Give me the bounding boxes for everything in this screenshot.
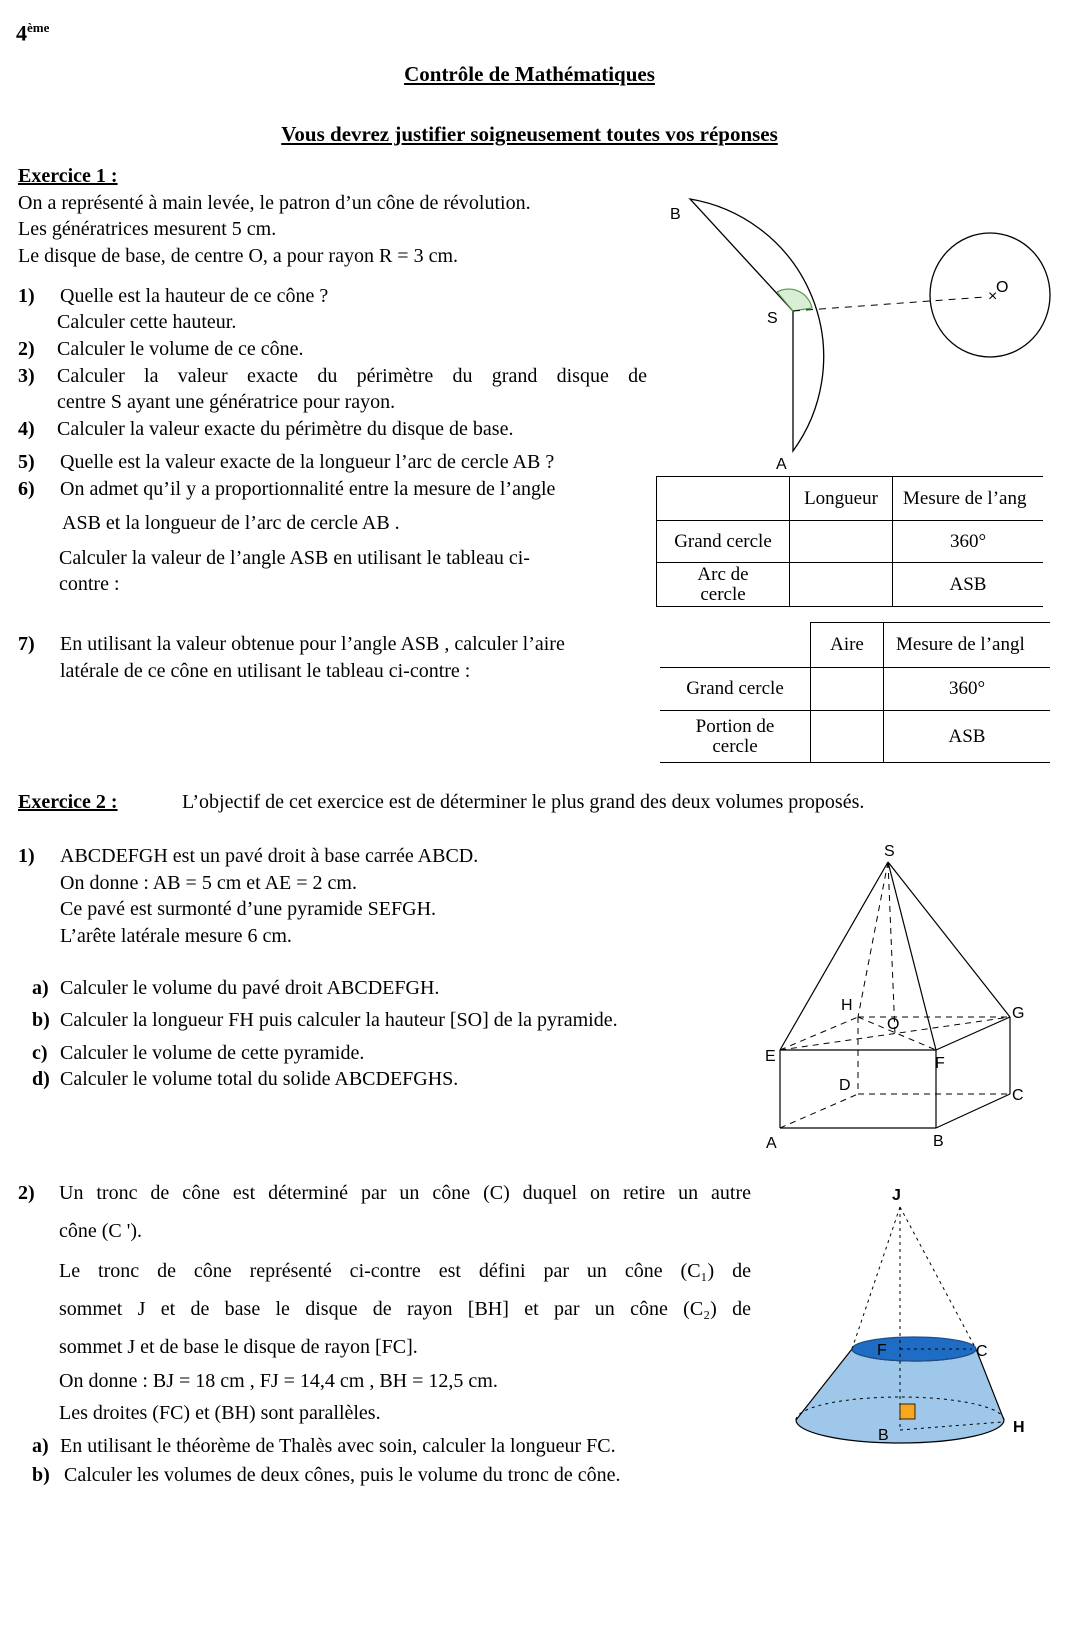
table2-cell-angle: 360° — [884, 668, 1051, 711]
label-point-j: J — [892, 1187, 901, 1204]
ex1-q6-number: 6) — [18, 478, 35, 500]
label-point-a: A — [766, 1135, 777, 1152]
ex2-q1a-text: Calculer le volume du pavé droit ABCDEFGH. — [60, 977, 440, 999]
ex1-q6-text-2: ASB et la longueur de l’arc de cercle AB . — [62, 512, 400, 534]
grade-label: 4ème — [16, 20, 50, 46]
label-point-b: B — [670, 206, 681, 223]
ex2-q1b-letter: b) — [32, 1009, 50, 1031]
label-point-b: B — [878, 1427, 889, 1444]
ex2-q1d-letter: d) — [32, 1068, 50, 1090]
ex2-q2b-text: Calculer les volumes de deux cônes, puis le volume du tronc de cône. — [64, 1464, 621, 1486]
ex1-q4-number: 4) — [18, 418, 35, 440]
ex2-part2-line: Les droites (FC) et (BH) sont parallèles. — [59, 1402, 381, 1424]
label-point-h: H — [841, 997, 853, 1014]
label-point-s: S — [884, 843, 895, 860]
cone-generatrix-left — [852, 1207, 900, 1349]
ex1-q4-text: Calculer la valeur exacte du périmètre du disque de base. — [57, 418, 514, 440]
label-point-f: F — [877, 1342, 887, 1359]
page-title: Contrôle de Mathématiques — [404, 62, 655, 86]
label-point-e: E — [765, 1048, 776, 1065]
table1-cell-angle: ASB — [893, 563, 1044, 607]
page-subtitle: Vous devrez justifier soigneusement toutes vos réponses — [281, 122, 778, 146]
ex2-part1-line: On donne : AB = 5 cm et AE = 2 cm. — [60, 872, 357, 894]
ex2-part2-line: sommet J et de base le disque de rayon [FC]. — [59, 1336, 418, 1358]
ex2-part1-line: ABCDEFGH est un pavé droit à base carrée ABCD. — [60, 845, 479, 867]
ex1-q7-text: En utilisant la valeur obtenue pour l’angle ASB , calculer l’aire — [60, 633, 565, 655]
ex2-q1d-text: Calculer le volume total du solide ABCDEFGHS. — [60, 1068, 459, 1090]
ex1-q6-text-4: contre : — [59, 573, 120, 595]
ex1-q3-text: Calculer la valeur exacte du périmètre du grand disque de — [57, 365, 647, 387]
table2-cell-angle: ASB — [884, 711, 1051, 763]
ex2-part2-line: Le tronc de cône représenté ci-contre est défini par un cône (C₁) de — [59, 1260, 751, 1282]
ex1-q1-number: 1) — [18, 285, 35, 307]
label-point-o: O — [996, 279, 1009, 296]
label-point-f: F — [935, 1055, 945, 1072]
ex2-part2-line: sommet J et de base le disque de rayon [BH] et par un cône (C₂) de — [59, 1298, 751, 1320]
ex2-q1b-text: Calculer la longueur FH puis calculer la hauteur [SO] de la pyramide. — [60, 1009, 618, 1031]
label-point-o: O — [887, 1016, 900, 1033]
ex2-q2b-letter: b) — [32, 1464, 50, 1486]
ex1-q7-number: 7) — [18, 633, 35, 655]
ex1-q6-text: On admet qu’il y a proportionnalité entre la mesure de l’angle — [60, 478, 556, 500]
ex1-q7-text-2: latérale de ce cône en utilisant le tableau ci-contre : — [60, 660, 471, 682]
label-point-c: C — [1012, 1087, 1024, 1104]
ex2-part2-line: On donne : BJ = 18 cm , FJ = 14,4 cm , BH = 12,5 cm. — [59, 1370, 498, 1392]
table2-header-angle: Mesure de l’angl — [884, 623, 1051, 668]
label-point-b: B — [933, 1133, 944, 1150]
table2-row-label: Grand cercle — [660, 668, 811, 711]
ex2-q1c-text: Calculer le volume de cette pyramide. — [60, 1042, 365, 1064]
ex1-intro-line: On a représenté à main levée, le patron d’un cône de révolution. — [18, 192, 531, 214]
ex1-q3-text-2: centre S ayant une génératrice pour rayon. — [57, 391, 396, 413]
ex2-title: Exercice 2 : — [18, 791, 118, 813]
ex2-objective: L’objectif de cet exercice est de déterminer le plus grand des deux volumes proposés. — [182, 791, 865, 813]
ex1-q6-text-3: Calculer la valeur de l’angle ASB en utilisant le tableau ci- — [59, 547, 530, 569]
table1-header-length: Longueur — [790, 477, 893, 521]
label-point-c: C — [976, 1343, 988, 1360]
ex2-q1c-letter: c) — [32, 1042, 48, 1064]
table1-row-label: Grand cercle — [657, 521, 790, 563]
ex1-q2-number: 2) — [18, 338, 35, 360]
ex1-q3-number: 3) — [18, 365, 35, 387]
label-point-h: H — [1013, 1419, 1025, 1436]
label-point-a: A — [776, 456, 787, 473]
ex2-part1-line: L’arête latérale mesure 6 cm. — [60, 925, 292, 947]
label-point-d: D — [839, 1077, 851, 1094]
grade-superscript: ème — [27, 20, 50, 35]
ex1-intro-line: Le disque de base, de centre O, a pour rayon R = 3 cm. — [18, 245, 459, 267]
table1-header-angle: Mesure de l’ang — [893, 477, 1044, 521]
ex2-part2-number: 2) — [18, 1182, 35, 1204]
cone-generatrix-right — [900, 1207, 976, 1349]
ex1-q1-text: Quelle est la hauteur de ce cône ? — [60, 285, 329, 307]
ex2-part1-number: 1) — [18, 845, 35, 867]
ex1-q5-text: Quelle est la valeur exacte de la longueur l’arc de cercle AB ? — [60, 451, 555, 473]
table1-cell-angle: 360° — [893, 521, 1044, 563]
table2-row-label: Portion de cercle — [660, 711, 811, 763]
ex2-q2a-letter: a) — [32, 1435, 49, 1457]
table2-header-area: Aire — [811, 623, 884, 668]
ex1-q5-number: 5) — [18, 451, 35, 473]
ex2-q2a-text: En utilisant le théorème de Thalès avec soin, calculer la longueur FC. — [60, 1435, 616, 1457]
center-cross: × — [988, 288, 998, 305]
right-angle-marker — [900, 1404, 915, 1419]
ex1-intro-line: Les génératrices mesurent 5 cm. — [18, 218, 277, 240]
ex1-title: Exercice 1 : — [18, 165, 118, 187]
ex1-q2-text: Calculer le volume de ce cône. — [57, 338, 304, 360]
label-point-s: S — [767, 310, 778, 327]
ex2-part2-line: Un tronc de cône est déterminé par un cône (C) duquel on retire un autre — [59, 1182, 751, 1204]
label-point-g: G — [1012, 1005, 1025, 1022]
ex2-q1a-letter: a) — [32, 977, 49, 999]
ex2-part1-line: Ce pavé est surmonté d’une pyramide SEFGH. — [60, 898, 437, 920]
table1-row-label: Arc de cercle — [657, 563, 790, 607]
ex2-part2-line: cône (C '). — [59, 1220, 143, 1242]
ex1-q1-text-2: Calculer cette hauteur. — [57, 311, 237, 333]
